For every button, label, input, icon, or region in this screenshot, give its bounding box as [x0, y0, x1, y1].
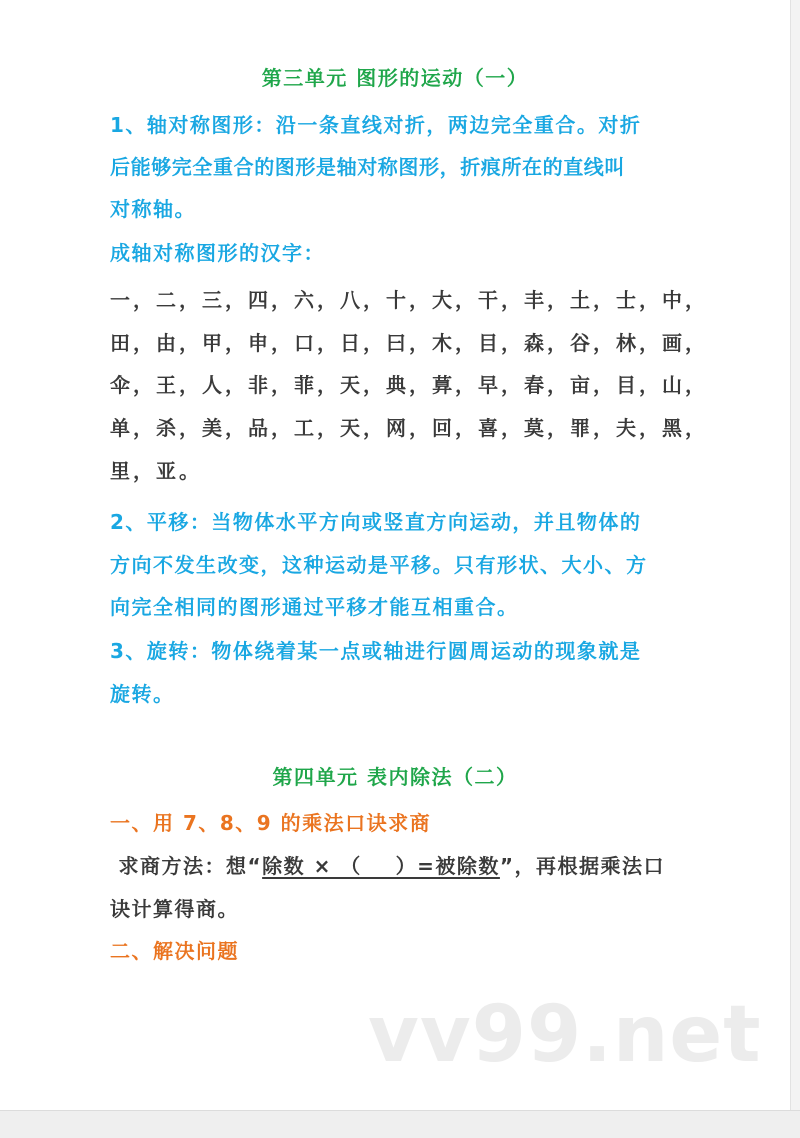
axis-symmetry-line-2: 后能够完全重合的图形是轴对称图形，折痕所在的直线叫 [110, 155, 625, 179]
chars-line-2: 田，由，甲，申，口，日，曰，木，目，森，谷，林，画， [110, 331, 708, 355]
translation-line-1: 2、平移：当物体水平方向或竖直方向运动，并且物体的 [110, 510, 642, 534]
method-line-2: 诀计算得商。 [110, 897, 239, 921]
page-edge-bottom [0, 1110, 800, 1138]
chars-line-5: 里，亚。 [110, 459, 202, 483]
rotation-line-1: 3、旋转：物体绕着某一点或轴进行圆周运动的现象就是 [110, 639, 642, 663]
watermark: vv99.net [368, 990, 762, 1080]
unit4-section1-heading: 一、用 7、8、9 的乘法口诀求商 [110, 811, 432, 835]
chars-line-3: 伞，王，人，非，菲，天，典，萛，早，春，亩，目，山， [110, 373, 708, 397]
translation-line-3: 向完全相同的图形通过平移才能互相重合。 [110, 595, 519, 619]
chars-line-4: 单，杀，美，品，工，天，网，回，喜，莫，罪，夫，黑， [110, 416, 708, 440]
axis-symmetry-line-1: 1、轴对称图形：沿一条直线对折，两边完全重合。对折 [110, 113, 642, 137]
method-suffix: ”，再根据乘法口 [499, 854, 666, 878]
unit3-title: 第三单元 图形的运动（一） [261, 66, 529, 90]
axis-symmetry-line-3: 对称轴。 [110, 197, 196, 221]
page-edge-right [790, 0, 800, 1137]
rotation-line-2: 旋转。 [110, 682, 175, 706]
unit4-title: 第四单元 表内除法（二） [272, 765, 518, 789]
translation-line-2: 方向不发生改变，这种运动是平移。只有形状、大小、方 [110, 553, 648, 577]
method-prefix: 求商方法：想“ [110, 854, 263, 878]
unit4-section2-heading: 二、解决问题 [110, 939, 239, 963]
method-formula: 除数 × （ ）=被除数 [262, 854, 500, 878]
method-line-1 [110, 854, 665, 878]
chars-line-1: 一，二，三，四，六，八，十，大，干，丰，土，士，中， [110, 288, 708, 312]
chars-heading: 成轴对称图形的汉字： [110, 241, 325, 265]
